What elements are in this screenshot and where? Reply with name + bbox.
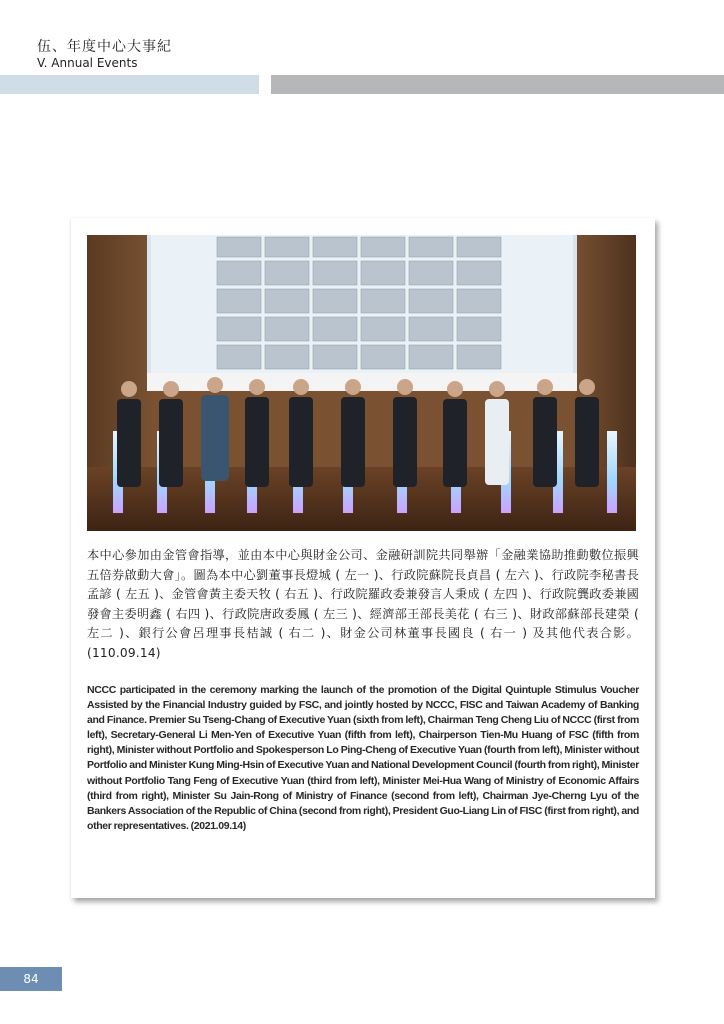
caption-zh: 本中心參加由金管會指導，並由本中心與財金公司、金融研訓院共同舉辦「金融業協助推動數位振興五倍券啟動大會」。圖為本中心劉董事長燈城 ( 左一 )、行政院蘇院長貞昌 ( 左六 )、行政院李秘書長孟諺 ( 左五 )、金管會黃主委天牧 ( 右五 )、行政院羅政委兼發言人秉成 ( 左四 )、行政院龔政委兼國發會主委明鑫 ( 右四 )、行政院唐政委鳳 ( 左三 )、經濟部王部長美花 ( 右三 )、財政部蘇部長建榮 ( 左二 )、銀行公會呂理事長桔誠 ( 右二 )、財金公司林董事長國良 ( 右一 ) 及其他代表合影。(110.09.14) bbox=[87, 548, 639, 660]
photo-card bbox=[71, 218, 655, 898]
chapter-title-en: V. Annual Events bbox=[37, 56, 138, 70]
event-photo bbox=[87, 235, 636, 531]
header-accent-bar-right bbox=[271, 75, 724, 94]
caption-en: NCCC participated in the ceremony marking the launch of the promotion of the Digital Quintuple Stimulus Voucher Assisted by the Financial Industry guided by FSC, and jointly hosted by NCCC, FISC and Taiwan Academy of Banking and Finance. Premier Su Tseng-Chang of Executive Yuan (sixth from left), Chairman Teng Cheng Liu of NCCC (first from left), Secretary-General Li Men-Yen of Executive Yuan (fifth from left), Chairperson Tien-Mu Huang of FSC (fifth from right), Minister without Portfolio and Spokesperson Lo Ping-Cheng of Executive Yuan (fourth from left), Minister without Portfolio and Minister Kung Ming-Hsin of Executive Yuan and National Development Council (fourth from right), Minister without Portfolio Tang Feng of Executive Yuan (third from left), Minister Mei-Hua Wang of Ministry of Economic Affairs (third from right), Minister Su Jain-Rong of Ministry of Finance (second from left), Chairman Jye-Cherng Lyu of the Bankers Association of the Republic of China (second from right), President Guo-Liang Lin of FISC (first from right), and other representatives. (2021.09.14) bbox=[87, 684, 639, 832]
header-accent-bar-left bbox=[0, 75, 259, 94]
page-number: 84 bbox=[0, 967, 62, 991]
chapter-title-zh: 伍、年度中心大事紀 bbox=[37, 39, 172, 55]
